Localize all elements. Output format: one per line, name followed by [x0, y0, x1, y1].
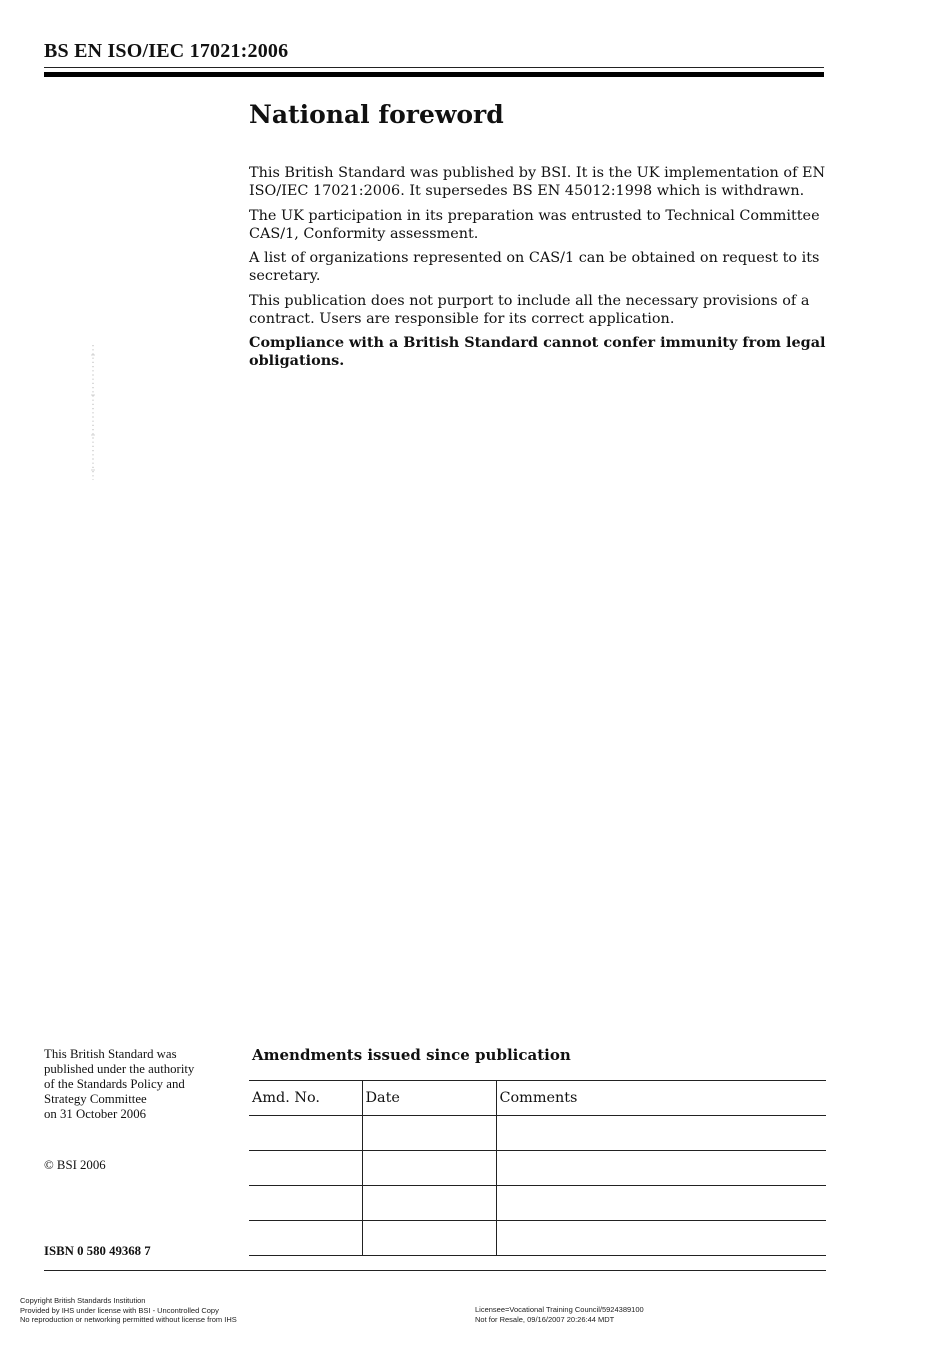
header-rule-thick — [44, 72, 824, 77]
table-cell — [249, 1186, 362, 1221]
publication-authority — [44, 1047, 244, 1122]
column-header-amd-no: Amd. No. — [249, 1081, 362, 1116]
footer-rule — [44, 1270, 826, 1271]
footer-line: No reproduction or networking permitted without license from IHS — [20, 1315, 237, 1324]
footer-line: Provided by IHS under license with BSI - Uncontrolled Copy — [20, 1305, 219, 1315]
page-title: National foreword — [249, 100, 504, 129]
footer-line: Copyright British Standards Institution — [20, 1296, 146, 1305]
footer-line: Not for Resale, 09/16/2007 20:26:44 MDT — [475, 1314, 615, 1324]
table-row — [249, 1116, 826, 1151]
document-id: BS EN ISO/IEC 17021:2006 — [44, 40, 289, 62]
table-cell — [496, 1151, 826, 1186]
table-row — [249, 1221, 826, 1256]
paragraph: A list of organizations represented on CAS/1 can be obtained on request to its secretary. — [249, 250, 820, 284]
footer-license-left — [20, 1296, 237, 1325]
footer-license-right — [475, 1305, 644, 1324]
paragraph: The UK participation in its preparation was entrusted to Technical Committee CAS/1, Conformity assessment. — [249, 207, 820, 242]
paragraph: This publication does not purport to include all the necessary provisions of a contract. Users are responsible for its correct application. — [249, 292, 810, 327]
authority-line: published under the authority — [44, 1062, 195, 1076]
table-cell — [249, 1116, 362, 1151]
authority-line: This British Standard was — [44, 1047, 177, 1061]
table-cell — [362, 1116, 496, 1151]
table-cell — [362, 1186, 496, 1221]
table-cell — [362, 1221, 496, 1256]
table-cell — [362, 1151, 496, 1186]
table-cell — [496, 1221, 826, 1256]
paragraph: This British Standard was published by BSI. It is the UK implementation of EN ISO/IEC 17021:2006. It supersedes BS EN 45012:1998 which is withdrawn. — [249, 165, 826, 199]
amendments-heading: Amendments issued since publication — [252, 1046, 571, 1064]
table-header-row — [249, 1081, 826, 1116]
header-rule-thin — [44, 67, 824, 68]
column-header-date: Date — [362, 1081, 496, 1116]
column-header-comments: Comments — [496, 1081, 826, 1116]
table-cell — [249, 1151, 362, 1186]
table-cell — [496, 1186, 826, 1221]
amendments-table — [249, 1080, 826, 1256]
copyright-notice: © BSI 2006 — [44, 1158, 106, 1172]
foreword-body — [249, 164, 829, 377]
compliance-note: Compliance with a British Standard cannot confer immunity from legal obligations. — [249, 334, 826, 369]
table-cell — [249, 1221, 362, 1256]
table-row — [249, 1186, 826, 1221]
footer-line: Licensee=Vocational Training Council/5924389100 — [475, 1305, 644, 1314]
margin-marks — [90, 345, 96, 480]
isbn: ISBN 0 580 49368 7 — [44, 1244, 151, 1258]
authority-line: Strategy Committee — [44, 1092, 147, 1106]
table-cell — [496, 1116, 826, 1151]
authority-line: of the Standards Policy and — [44, 1077, 185, 1091]
authority-line: on 31 October 2006 — [44, 1107, 147, 1121]
table-row — [249, 1151, 826, 1186]
